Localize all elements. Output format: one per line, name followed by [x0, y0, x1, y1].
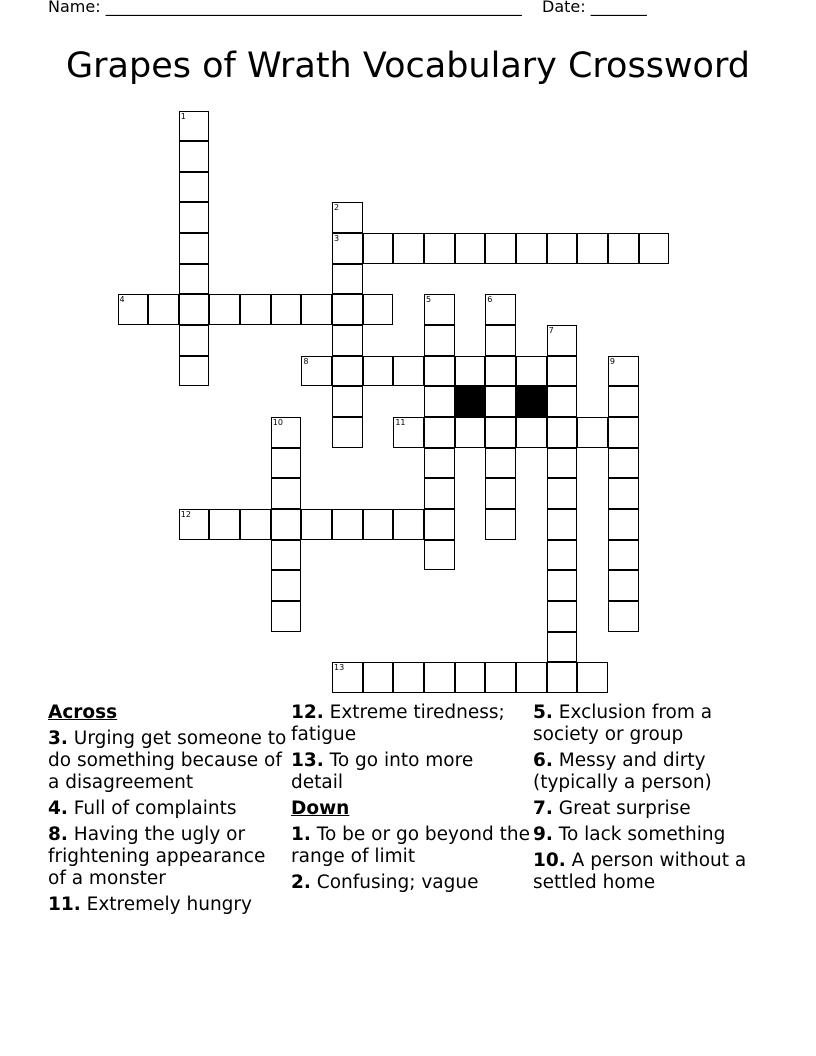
grid-cell[interactable] — [393, 509, 424, 540]
clue-number-label: 2. — [291, 872, 311, 893]
grid-cell[interactable] — [485, 662, 516, 693]
clue-text: Confusing; vague — [310, 872, 479, 893]
grid-cell[interactable] — [271, 448, 302, 479]
clue-column-3 — [533, 702, 773, 898]
grid-cell[interactable] — [332, 417, 363, 448]
grid-cell[interactable] — [577, 417, 608, 448]
grid-cell[interactable] — [608, 386, 639, 417]
clue-across-11 — [48, 894, 288, 916]
grid-cell[interactable] — [332, 233, 363, 264]
grid-cell[interactable] — [179, 111, 210, 142]
grid-cell[interactable] — [332, 356, 363, 387]
grid-block — [455, 386, 486, 417]
grid-cell[interactable] — [179, 141, 210, 172]
grid-cell[interactable] — [516, 356, 547, 387]
clue-number: 12 — [180, 509, 191, 519]
clue-number-label: 3. — [48, 728, 68, 749]
clue-number: 13 — [334, 663, 345, 673]
grid-cell[interactable] — [608, 570, 639, 601]
grid-cell[interactable] — [608, 356, 639, 387]
clue-down-6 — [533, 750, 773, 794]
grid-cell[interactable] — [424, 417, 455, 448]
clue-text: Full of complaints — [67, 798, 237, 819]
grid-cell[interactable] — [179, 264, 210, 295]
grid-cell[interactable] — [608, 540, 639, 571]
clue-number-label: 10. — [533, 850, 566, 871]
grid-cell[interactable] — [393, 662, 424, 693]
grid-cell[interactable] — [547, 632, 578, 663]
grid-cell[interactable] — [547, 478, 578, 509]
grid-cell[interactable] — [455, 356, 486, 387]
clue-across-8 — [48, 824, 288, 890]
clue-column-2 — [291, 702, 531, 898]
grid-cell[interactable] — [209, 294, 240, 325]
grid-cell[interactable] — [240, 509, 271, 540]
grid-cell[interactable] — [363, 356, 394, 387]
grid-cell[interactable] — [577, 233, 608, 264]
grid-cell[interactable] — [547, 233, 578, 264]
grid-cell[interactable] — [608, 233, 639, 264]
grid-cell[interactable] — [485, 294, 516, 325]
grid-cell[interactable] — [547, 570, 578, 601]
grid-cell[interactable] — [332, 325, 363, 356]
grid-cell[interactable] — [516, 662, 547, 693]
clue-number: 8 — [303, 356, 309, 366]
grid-cell[interactable] — [516, 417, 547, 448]
grid-cell[interactable] — [332, 202, 363, 233]
grid-cell[interactable] — [332, 662, 363, 693]
grid-cell[interactable] — [608, 478, 639, 509]
clue-number-label: 12. — [291, 702, 324, 723]
clue-number-label: 8. — [48, 824, 68, 845]
grid-cell[interactable] — [547, 601, 578, 632]
grid-cell[interactable] — [485, 325, 516, 356]
clue-number: 5 — [426, 295, 432, 305]
clue-across-13 — [291, 750, 531, 794]
grid-cell[interactable] — [332, 509, 363, 540]
grid-cell[interactable] — [608, 417, 639, 448]
grid-cell[interactable] — [179, 172, 210, 203]
grid-cell[interactable] — [332, 294, 363, 325]
grid-cell[interactable] — [424, 509, 455, 540]
grid-cell[interactable] — [485, 233, 516, 264]
grid-cell[interactable] — [363, 662, 394, 693]
clue-down-1 — [291, 824, 531, 868]
clue-number: 6 — [487, 295, 493, 305]
grid-cell[interactable] — [424, 294, 455, 325]
clue-across-12 — [291, 702, 531, 746]
name-date-line — [48, 0, 768, 16]
grid-cell[interactable] — [547, 509, 578, 540]
clue-text: Extremely hungry — [80, 894, 252, 915]
across-clue-list-continued — [291, 702, 531, 794]
grid-cell[interactable] — [148, 294, 179, 325]
clue-text: A person without a settled home — [533, 850, 747, 893]
grid-cell[interactable] — [547, 386, 578, 417]
grid-cell[interactable] — [179, 233, 210, 264]
clue-number-label: 7. — [533, 798, 553, 819]
grid-cell[interactable] — [271, 417, 302, 448]
grid-cell[interactable] — [424, 478, 455, 509]
grid-cell[interactable] — [363, 294, 394, 325]
grid-cell[interactable] — [455, 233, 486, 264]
grid-cell[interactable] — [424, 540, 455, 571]
grid-cell[interactable] — [547, 356, 578, 387]
grid-cell[interactable] — [363, 233, 394, 264]
across-clue-list — [48, 728, 288, 916]
name-blank[interactable]: ____________________________________________________ — [105, 0, 522, 16]
page-title: Grapes of Wrath Vocabulary Crossword — [66, 46, 750, 86]
clue-number-label: 6. — [533, 750, 553, 771]
grid-cell[interactable] — [271, 478, 302, 509]
grid-cell[interactable] — [547, 417, 578, 448]
clue-number-label: 4. — [48, 798, 68, 819]
grid-cell[interactable] — [271, 540, 302, 571]
grid-cell[interactable] — [424, 356, 455, 387]
grid-cell[interactable] — [424, 662, 455, 693]
clue-down-5 — [533, 702, 773, 746]
clue-number: 1 — [180, 111, 186, 121]
clue-number: 9 — [609, 356, 615, 366]
grid-cell[interactable] — [424, 233, 455, 264]
grid-cell[interactable] — [485, 509, 516, 540]
clue-text: Great surprise — [552, 798, 691, 819]
clue-across-4 — [48, 798, 288, 820]
grid-cell[interactable] — [332, 386, 363, 417]
grid-cell[interactable] — [179, 509, 210, 540]
grid-cell[interactable] — [639, 233, 670, 264]
grid-cell[interactable] — [179, 325, 210, 356]
grid-cell[interactable] — [608, 448, 639, 479]
clue-number: 10 — [272, 418, 283, 427]
grid-cell[interactable] — [393, 356, 424, 387]
grid-cell[interactable] — [455, 662, 486, 693]
grid-cell[interactable] — [179, 202, 210, 233]
clue-number: 4 — [119, 295, 125, 305]
clue-number-label: 11. — [48, 894, 81, 915]
clue-text: Urging get someone to do something because of a disagreement — [48, 728, 287, 793]
clue-across-3 — [48, 728, 288, 794]
clue-down-9 — [533, 824, 773, 846]
clue-text: To go into more detail — [291, 750, 474, 793]
grid-cell[interactable] — [271, 294, 302, 325]
grid-cell[interactable] — [485, 356, 516, 387]
clue-text: Exclusion from a society or group — [533, 702, 713, 745]
clue-down-2 — [291, 872, 531, 894]
clue-number-label: 1. — [291, 824, 311, 845]
grid-cell[interactable] — [393, 417, 424, 448]
grid-cell[interactable] — [301, 509, 332, 540]
grid-cell[interactable] — [271, 509, 302, 540]
grid-cell[interactable] — [301, 294, 332, 325]
grid-cell[interactable] — [608, 509, 639, 540]
clue-column-1 — [48, 702, 288, 920]
grid-cell[interactable] — [547, 325, 578, 356]
down-heading: Down — [291, 798, 350, 819]
clue-number-label: 13. — [291, 750, 324, 771]
clue-text: Messy and dirty (typically a person) — [533, 750, 712, 793]
grid-cell[interactable] — [485, 417, 516, 448]
clue-text: Extreme tiredness; fatigue — [291, 702, 505, 745]
grid-cell[interactable] — [393, 233, 424, 264]
grid-cell[interactable] — [424, 448, 455, 479]
grid-cell[interactable] — [332, 264, 363, 295]
clue-text: To lack something — [552, 824, 726, 845]
grid-cell[interactable] — [209, 509, 240, 540]
clue-number-label: 5. — [533, 702, 553, 723]
name-label: Name: — [48, 0, 101, 16]
clue-number: 2 — [334, 203, 340, 213]
clue-down-7 — [533, 798, 773, 820]
grid-cell[interactable] — [547, 662, 578, 693]
grid-block — [516, 386, 547, 417]
date-blank[interactable]: _______ — [590, 0, 647, 16]
across-heading: Across — [48, 702, 118, 723]
grid-cell[interactable] — [577, 662, 608, 693]
grid-cell[interactable] — [455, 417, 486, 448]
grid-cell[interactable] — [240, 294, 271, 325]
grid-cell[interactable] — [485, 448, 516, 479]
grid-cell[interactable] — [485, 478, 516, 509]
grid-cell[interactable] — [363, 509, 394, 540]
clue-number: 11 — [395, 418, 406, 427]
clue-number: 3 — [334, 234, 340, 244]
grid-cell[interactable] — [271, 570, 302, 601]
grid-cell[interactable] — [547, 540, 578, 571]
clue-text: To be or go beyond the range of limit — [291, 824, 530, 867]
grid-cell[interactable] — [547, 448, 578, 479]
clue-number: 7 — [548, 326, 554, 336]
grid-cell[interactable] — [179, 356, 210, 387]
grid-cell[interactable] — [118, 294, 149, 325]
grid-cell[interactable] — [608, 601, 639, 632]
grid-cell[interactable] — [424, 386, 455, 417]
grid-cell[interactable] — [271, 601, 302, 632]
clue-text: Having the ugly or frightening appearance of a monster — [48, 824, 266, 889]
grid-cell[interactable] — [485, 386, 516, 417]
grid-cell[interactable] — [301, 356, 332, 387]
grid-cell[interactable] — [516, 233, 547, 264]
date-label: Date: — [542, 0, 586, 16]
grid-cell[interactable] — [179, 294, 210, 325]
down-clue-list-continued — [533, 702, 773, 894]
clue-number-label: 9. — [533, 824, 553, 845]
down-clue-list — [291, 824, 531, 894]
clue-down-10 — [533, 850, 773, 894]
grid-cell[interactable] — [424, 325, 455, 356]
